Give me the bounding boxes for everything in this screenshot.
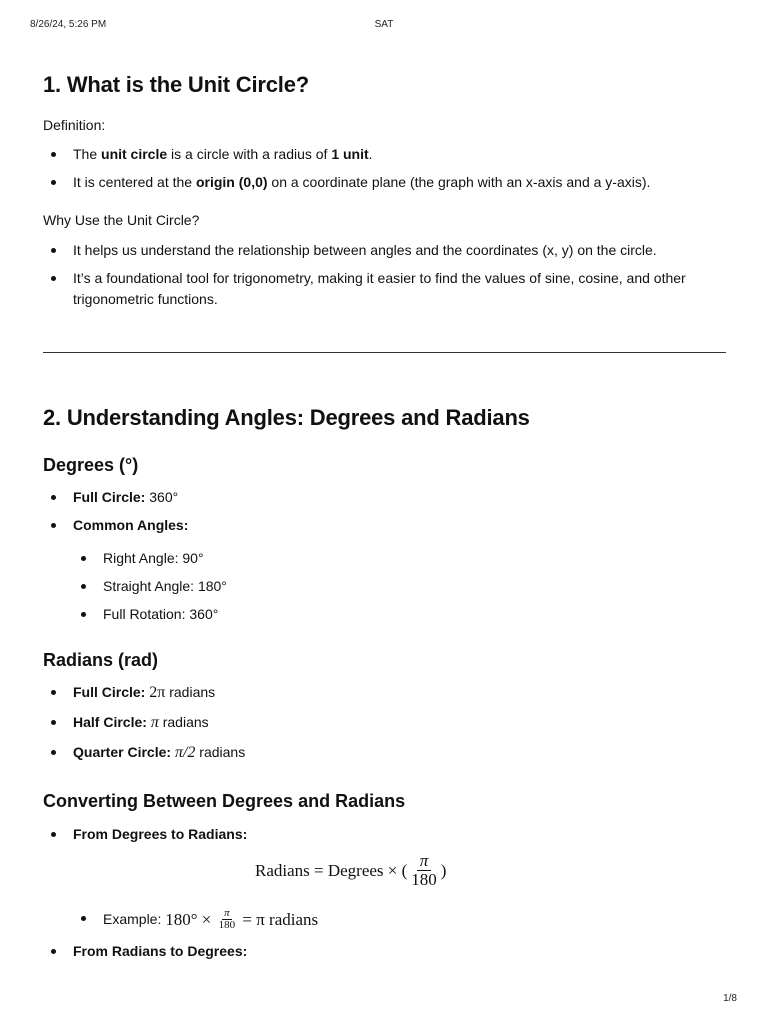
- list-item: From Degrees to Radians:: [43, 824, 726, 845]
- list-item: The unit circle is a circle with a radius of 1 unit.: [43, 144, 726, 165]
- common-angles-list: [73, 548, 726, 625]
- list-item: Full Rotation: 360°: [73, 604, 726, 625]
- list-item: Right Angle: 90°: [73, 548, 726, 569]
- list-item: Half Circle: π radians: [43, 712, 726, 733]
- list-item: Full Circle: 2π radians: [43, 682, 726, 703]
- radians-list: [43, 682, 726, 763]
- fraction: $\frac{\pi}{180}$: [218, 907, 236, 931]
- list-item: Straight Angle: 180°: [73, 576, 726, 597]
- page-number: 1/8: [723, 993, 737, 1004]
- example-list: [73, 908, 673, 931]
- definition-heading: Definition:: [43, 117, 106, 133]
- why-list: [43, 240, 726, 310]
- list-item: It is centered at the origin (0,0) on a coordinate plane (the graph with an x-axis and a y-axis).: [43, 172, 726, 193]
- section-divider: [43, 352, 726, 353]
- print-timestamp: 8/26/24, 5:26 PM: [30, 19, 107, 30]
- degrees-heading: Degrees (°): [43, 455, 139, 475]
- why-heading: Why Use the Unit Circle?: [43, 212, 200, 228]
- radians-heading: Radians (rad): [43, 650, 159, 670]
- rad-to-deg-list: [43, 941, 726, 962]
- document-title: SAT: [374, 19, 394, 30]
- list-item: Quarter Circle: π/2 radians: [43, 742, 726, 763]
- deg-to-rad-list: [43, 824, 726, 845]
- list-item: Common Angles:: [43, 515, 726, 536]
- list-item: It’s a foundational tool for trigonometry, making it easier to find the values of sine, cosine, and other trigonometric functions.: [43, 268, 726, 310]
- list-item: Example: 180° × $\frac{\pi}{180}$ = π radians: [73, 908, 673, 931]
- section2-title: 2. Understanding Angles: Degrees and Radians: [43, 405, 530, 430]
- conversion-formula: Radians = Degrees × ( $\frac{\pi}{180}$ ): [255, 851, 447, 889]
- fraction: $\frac{\pi}{180}$: [411, 851, 437, 889]
- section1-title: 1. What is the Unit Circle?: [43, 72, 309, 97]
- list-item: From Radians to Degrees:: [43, 941, 726, 962]
- list-item: It helps us understand the relationship between angles and the coordinates (x, y) on the circle.: [43, 240, 726, 261]
- definition-list: [43, 144, 726, 193]
- list-item: Full Circle: 360°: [43, 487, 726, 508]
- degrees-list: [43, 487, 726, 536]
- converting-heading: Converting Between Degrees and Radians: [43, 791, 406, 811]
